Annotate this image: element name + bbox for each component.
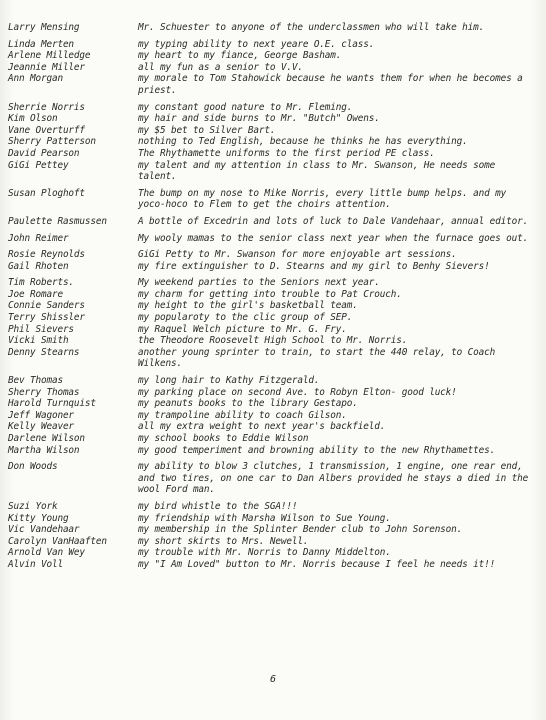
- student-name: Ann Morgan: [8, 73, 63, 85]
- bequest-text: nothing to Ted English, because he thinks he has everything.: [138, 136, 468, 148]
- will-entry: [8, 461, 538, 496]
- student-name: Jeff Wagoner: [8, 409, 74, 421]
- student-name: Carolyn VanHaaften: [8, 535, 107, 547]
- student-name: Vane Overturff: [8, 124, 85, 136]
- student-name: John Reimer: [8, 232, 69, 244]
- bequest-text: my membership in the Splinter Bender club to John Sorenson.: [138, 524, 463, 536]
- will-entry: [8, 398, 538, 410]
- will-entry: [8, 148, 538, 160]
- will-entry: [8, 433, 538, 445]
- student-name: Larry Mensing: [8, 22, 80, 33]
- will-entry: [8, 22, 538, 34]
- bequest-text: my $5 bet to Silver Bart.: [138, 124, 276, 136]
- will-entries-list: [8, 22, 538, 571]
- bequest-text: my morale to Tom Stahowick because he wants them for when he becomes a priest.: [138, 73, 523, 96]
- will-entry: [8, 62, 538, 74]
- bequest-text: my good temperiment and browning ability to the new Rhythamettes.: [138, 444, 496, 456]
- student-name: Suzi York: [8, 500, 58, 512]
- student-name: Sherrie Norris: [8, 101, 85, 113]
- student-name: Kelly Weaver: [8, 421, 74, 433]
- student-name: Paulette Rasmussen: [8, 215, 107, 227]
- student-name: Jeannie Miller: [8, 61, 85, 73]
- student-name: GiGi Pettey: [8, 159, 69, 171]
- student-name: David Pearson: [8, 147, 80, 159]
- page-number: 6: [269, 674, 277, 685]
- student-name: Harold Turnquist: [8, 398, 96, 410]
- student-name: Tim Roberts.: [8, 277, 74, 289]
- student-name: Phil Sievers: [8, 323, 74, 335]
- will-entry: [8, 73, 538, 96]
- bequest-text: my trampoline ability to coach Gilson.: [138, 409, 347, 421]
- bequest-text: my typing ability to next yeare O.E. class.: [138, 38, 375, 50]
- will-entry: [8, 559, 538, 571]
- bequest-text: The Rhythamette uniforms to the first period PE class.: [138, 147, 435, 159]
- will-entry: [8, 136, 538, 148]
- will-entry: [8, 324, 538, 336]
- bequest-text: Mr. Schuester to anyone of the underclassmen who will take him.: [138, 22, 485, 33]
- bequest-text: my friendship with Marsha Wilson to Sue Young.: [138, 512, 391, 524]
- bequest-text: all my fun as a senior to V.V.: [138, 61, 303, 73]
- will-entry: [8, 410, 538, 422]
- student-name: Vic Vandehaar: [8, 524, 80, 536]
- will-entry: [8, 387, 538, 399]
- bequest-text: my short skirts to Mrs. Newell.: [138, 535, 309, 547]
- student-name: Linda Merten: [8, 38, 74, 50]
- bequest-text: my height to the girl's basketball team.: [138, 300, 358, 312]
- student-name: Darlene Wilson: [8, 433, 85, 444]
- will-entry: [8, 188, 538, 211]
- student-name: Vicki Smith: [8, 335, 69, 347]
- student-name: Kim Olson: [8, 113, 58, 125]
- bequest-text: my fire extinguisher to D. Stearns and my girl to Benhy Sievers!: [138, 260, 490, 272]
- will-entry: [8, 277, 538, 289]
- bequest-text: my "I Am Loved" button to Mr. Norris because I feel he needs it!!: [138, 558, 496, 570]
- bequest-text: my parking place on second Ave. to Robyn Elton- good luck!: [138, 386, 457, 398]
- will-entry: [8, 547, 538, 559]
- bequest-text: my Raquel Welch picture to Mr. G. Fry.: [138, 323, 347, 335]
- bequest-text: my talent and my attention in class to Mr. Swanson, He needs some talent.: [138, 159, 496, 183]
- bequest-text: another young sprinter to train, to start the 440 relay, to Coach Wilkens.: [138, 346, 496, 370]
- student-name: Arnold Van Wey: [8, 547, 85, 559]
- student-name: Denny Stearns: [8, 346, 80, 358]
- will-entry: [8, 233, 538, 245]
- student-name: Joe Romare: [8, 288, 63, 300]
- will-entry: [8, 536, 538, 548]
- student-name: Arlene Milledge: [8, 50, 91, 62]
- will-entry: [8, 375, 538, 387]
- will-entry: [8, 113, 538, 125]
- bequest-text: my trouble with Mr. Norris to Danny Middelton.: [138, 547, 391, 559]
- bequest-text: my popularoty to the clic group of SEP.: [138, 312, 353, 324]
- will-entry: [8, 312, 538, 324]
- student-name: Terry Shissler: [8, 312, 85, 324]
- bequest-text: my heart to my fiance, George Basham.: [138, 50, 342, 62]
- will-entry: [8, 524, 538, 536]
- student-name: Sherry Patterson: [8, 136, 96, 148]
- student-name: Alvin Voll: [8, 558, 63, 570]
- bequest-text: my peanuts books to the library Gestapo.: [138, 398, 358, 410]
- will-entry: [8, 39, 538, 51]
- student-name: Kitty Young: [8, 512, 69, 524]
- bequest-text: my long hair to Kathy Fitzgerald.: [138, 375, 320, 387]
- will-entry: [8, 289, 538, 301]
- will-entry: [8, 125, 538, 137]
- will-entry: [8, 501, 538, 513]
- will-entry: [8, 102, 538, 114]
- will-entry: [8, 445, 538, 457]
- will-entry: [8, 513, 538, 525]
- bequest-text: all my extra weight to next year's backfield.: [138, 421, 386, 433]
- student-name: Susan Ploghoft: [8, 187, 85, 199]
- student-name: Gail Rhoten: [8, 260, 69, 272]
- bequest-text: my constant good nature to Mr. Fleming.: [138, 101, 353, 113]
- student-name: Don Woods: [8, 461, 58, 473]
- student-name: Martha Wilson: [8, 444, 80, 456]
- will-entry: [8, 261, 538, 273]
- bequest-text: my charm for getting into trouble to Pat Crouch.: [138, 288, 402, 300]
- bequest-text: my ability to blow 3 clutches, 1 transmission, 1 engine, one rear end, and two tires, on one car to Dan Albers provided he stays a died in the wool Ford man.: [138, 461, 529, 496]
- student-name: Rosie Reynolds: [8, 249, 85, 261]
- will-entry: [8, 335, 538, 347]
- student-name: Bev Thomas: [8, 375, 63, 387]
- will-entry: [8, 347, 538, 370]
- will-entry: [8, 300, 538, 312]
- will-entry: [8, 160, 538, 183]
- bequest-text: A bottle of Excedrin and lots of luck to Dale Vandehaar, annual editor.: [138, 215, 529, 227]
- bequest-text: GiGi Petty to Mr. Swanson for more enjoyable art sessions.: [138, 249, 457, 261]
- student-name: Sherry Thomas: [8, 386, 80, 398]
- bequest-text: My weekend parties to the Seniors next year.: [138, 277, 380, 289]
- bequest-text: the Theodore Roosevelt High School to Mr. Norris.: [138, 335, 408, 347]
- will-entry: [8, 249, 538, 261]
- bequest-text: my school books to Eddie Wilson: [138, 433, 309, 444]
- student-name: Connie Sanders: [8, 300, 85, 312]
- bequest-text: My wooly mamas to the senior class next year when the furnace goes out.: [138, 232, 529, 244]
- bequest-text: my bird whistle to the SGA!!!: [138, 500, 298, 512]
- will-entry: [8, 421, 538, 433]
- will-entry: [8, 216, 538, 228]
- bequest-text: my hair and side burns to Mr. "Butch" Owens.: [138, 113, 380, 125]
- will-entry: [8, 50, 538, 62]
- bequest-text: The bump on my nose to Mike Norris, every little bump helps. and my yoco-hoco to Flem to get the choirs attention.: [138, 187, 507, 211]
